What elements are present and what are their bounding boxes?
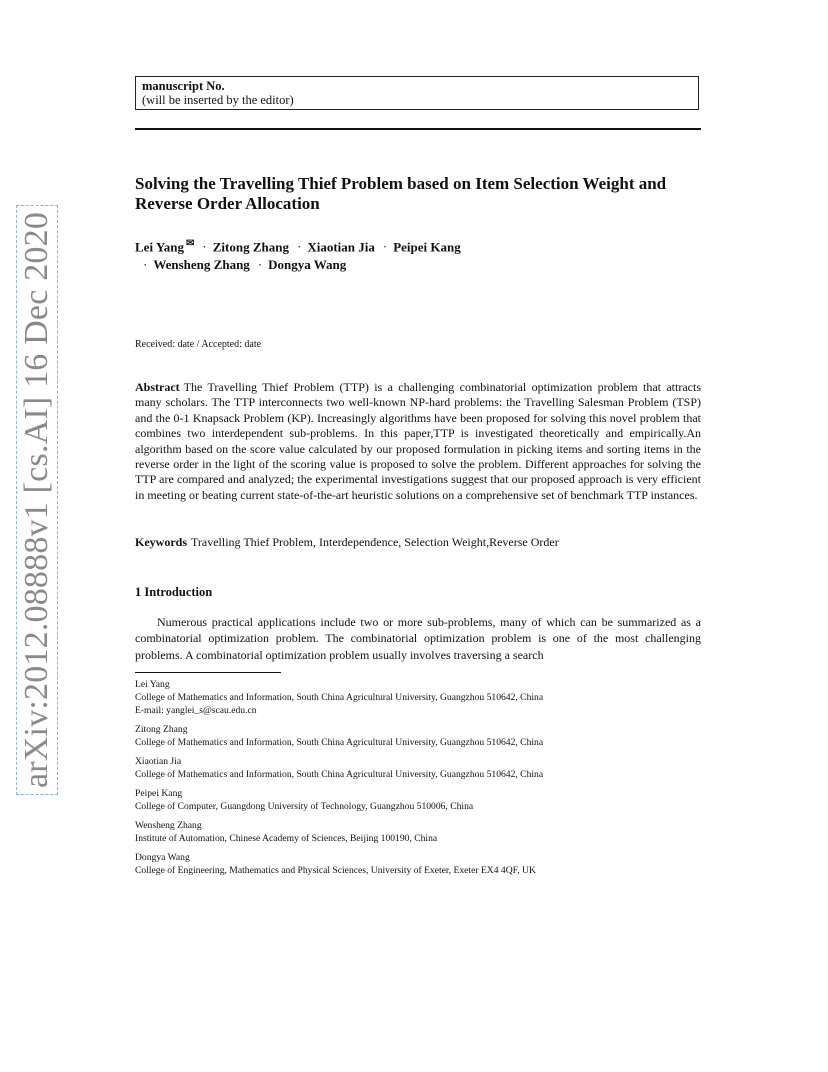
envelope-icon: ✉ bbox=[186, 238, 195, 249]
footnote-affiliation: College of Computer, Guangdong University of Technology, Guangzhou 510006, China bbox=[135, 801, 474, 812]
author-line-2 bbox=[135, 256, 705, 274]
affiliation-footnotes bbox=[135, 678, 701, 883]
manuscript-label: manuscript No. bbox=[142, 79, 225, 93]
paper-title: Solving the Travelling Thief Problem based on Item Selection Weight and Reverse Order Allocation bbox=[135, 174, 667, 213]
abstract bbox=[135, 380, 701, 503]
author-separator: · bbox=[143, 257, 148, 273]
footnote-affiliation: Institute of Automation, Chinese Academy of Sciences, Beijing 100190, China bbox=[135, 833, 438, 844]
footnote-author: Peipei Kang bbox=[135, 788, 183, 799]
footnote-author: Zitong Zhang bbox=[135, 724, 188, 735]
received-date: Received: date / Accepted: date bbox=[135, 339, 262, 350]
arxiv-identifier: arXiv:2012.08888v1 [cs.AI] 16 Dec 2020 bbox=[16, 205, 58, 795]
footnote-entry bbox=[135, 678, 701, 717]
author-separator: · bbox=[202, 239, 207, 255]
abstract-text: The Travelling Thief Problem (TTP) is a challenging combinatorial optimization problem that attracts many scholars. The TTP interconnects two well-known NP-hard problems: the Travelling Salesman Problem (TSP) and the 0-1 Knapsack Problem (KP). Increasingly algorithms have been proposed for solving this novel problem that combines two interdependent sub-problems. In this paper,TTP is investigated theoretically and empirically.An algorithm based on the score value calculated by our proposed formulation in picking items and sorting items in the reverse order in the light of the scoring value is proposed to solve the problem. Different approaches for solving the TTP are compared and analyzed; the experimental investigations suggest that our proposed approach is very efficient in meeting or beating current state-of-the-art heuristic solutions on a comprehensive set of benchmark TTP instances. bbox=[135, 380, 701, 502]
footnote-entry bbox=[135, 787, 701, 813]
keywords bbox=[135, 535, 701, 550]
author-separator: · bbox=[382, 239, 388, 255]
footnote-author: Xiaotian Jia bbox=[135, 756, 182, 767]
author-name: Wensheng Zhang bbox=[153, 257, 250, 273]
manuscript-box bbox=[135, 76, 699, 110]
footnote-entry bbox=[135, 819, 701, 845]
abstract-label: Abstract bbox=[135, 380, 180, 394]
author-separator: · bbox=[296, 239, 302, 255]
footnote-rule bbox=[135, 672, 281, 673]
footnote-entry bbox=[135, 851, 701, 877]
author-name: Xiaotian Jia bbox=[307, 239, 375, 255]
footnote-entry bbox=[135, 755, 701, 781]
author-name: Zitong Zhang bbox=[212, 239, 289, 255]
section-heading: 1 Introduction bbox=[135, 585, 213, 599]
footnote-affiliation: College of Mathematics and Information, South China Agricultural University, Guangzhou 510642, China bbox=[135, 769, 544, 780]
footnote-affiliation: College of Engineering, Mathematics and Physical Sciences, University of Exeter, Exeter EX4 4QF, UK bbox=[135, 865, 536, 876]
author-list bbox=[135, 235, 705, 274]
author-name: Peipei Kang bbox=[393, 239, 461, 255]
footnote-entry bbox=[135, 723, 701, 749]
footnote-email: E-mail: yanglei_s@scau.edu.cn bbox=[135, 705, 257, 716]
keywords-text: Travelling Thief Problem, Interdependence, Selection Weight,Reverse Order bbox=[191, 535, 559, 549]
arxiv-sidebar bbox=[12, 211, 62, 789]
footnote-affiliation: College of Mathematics and Information, South China Agricultural University, Guangzhou 510642, China bbox=[135, 737, 544, 748]
footnote-author: Wensheng Zhang bbox=[135, 820, 202, 831]
manuscript-note: (will be inserted by the editor) bbox=[142, 93, 294, 107]
author-separator: · bbox=[257, 257, 263, 273]
footnote-author: Dongya Wang bbox=[135, 852, 190, 863]
footnote-author: Lei Yang bbox=[135, 679, 170, 690]
introduction-paragraph: Numerous practical applications include two or more sub-problems, many of which can be summarized as a combinatorial optimization problem. The combinatorial optimization problem is one of the most challenging problems. A combinatorial optimization problem usually involves traversing a search bbox=[135, 615, 701, 662]
keywords-label: Keywords bbox=[135, 535, 187, 549]
author-name: Dongya Wang bbox=[268, 257, 347, 273]
footnote-affiliation: College of Mathematics and Information, South China Agricultural University, Guangzhou 510642, China bbox=[135, 692, 544, 703]
header-rule bbox=[135, 128, 701, 130]
author-line-1 bbox=[135, 235, 705, 256]
author-name: Lei Yang bbox=[135, 239, 184, 255]
